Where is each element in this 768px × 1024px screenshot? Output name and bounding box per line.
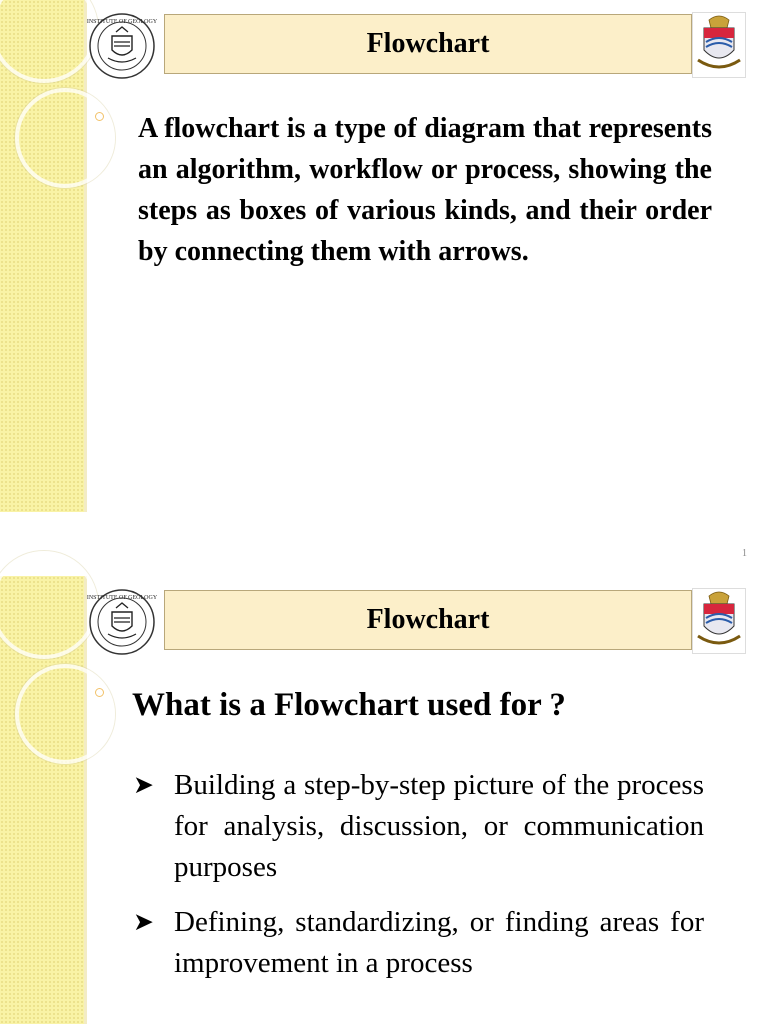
sidebar-divider	[84, 0, 87, 512]
slide-title-box	[164, 590, 692, 650]
section-heading: What is a Flowchart used for ?	[132, 687, 566, 723]
university-crest-logo-icon	[692, 12, 746, 78]
logo-seal-text: INSTITUTE OF GEOLOGY	[86, 595, 158, 601]
bullet-arrow-icon: ➤	[133, 772, 154, 799]
page-marker: 1	[742, 548, 747, 559]
decor-ring-small	[15, 88, 115, 188]
university-crest-logo-icon	[692, 588, 746, 654]
definition-paragraph: A flowchart is a type of diagram that represents an algorithm, workflow or process, showing the steps as boxes of various kinds, and their order by connecting them with arrows.	[138, 113, 712, 267]
slide-title-box	[164, 14, 692, 74]
slide-gap	[0, 512, 768, 576]
decor-dot	[95, 688, 104, 697]
institute-of-geology-logo-icon	[88, 588, 156, 656]
bullet-item-2: Defining, standardizing, or finding areas for improvement in a process	[174, 906, 704, 979]
logo-seal-text: INSTITUTE OF GEOLOGY	[86, 19, 158, 25]
slide-title: Flowchart	[366, 604, 490, 635]
sidebar-divider	[84, 576, 87, 1024]
decor-dot	[95, 112, 104, 121]
slide-title: Flowchart	[366, 28, 490, 59]
bullet-item-1: Building a step-by-step picture of the process for analysis, discussion, or communication purposes	[174, 769, 704, 883]
bullet-arrow-icon: ➤	[133, 909, 154, 936]
institute-of-geology-logo-icon	[88, 12, 156, 80]
decor-ring-small	[15, 664, 115, 764]
